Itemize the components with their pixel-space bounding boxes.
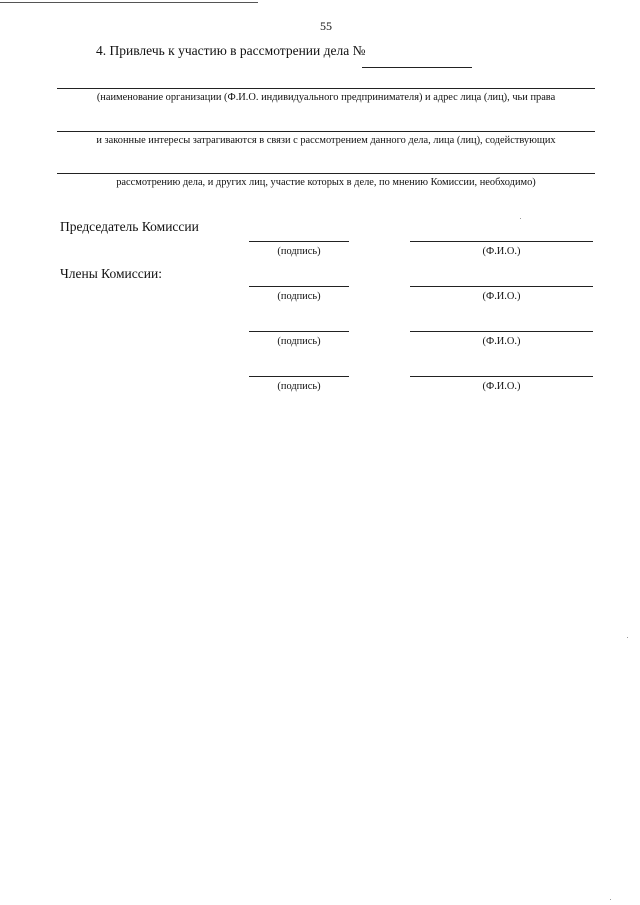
member-1-signature-line [249, 286, 349, 287]
scan-speck [610, 899, 611, 900]
member-1-signature-caption: (подпись) [277, 291, 321, 302]
member-3-signature-caption: (подпись) [277, 381, 321, 392]
member-2-name-caption: (Ф.И.О.) [482, 336, 521, 347]
caption-line-2: и законные интересы затрагиваются в связи с рассмотрением данного дела, лица (лиц), содействующих [96, 135, 556, 146]
member-1-name-caption: (Ф.И.О.) [482, 291, 521, 302]
top-scan-rule [0, 2, 258, 3]
case-number-blank-line [362, 67, 472, 68]
member-2-name-line [410, 331, 593, 332]
member-1-name-line [410, 286, 593, 287]
chairman-signature-caption: (подпись) [277, 246, 321, 257]
member-2-signature-line [249, 331, 349, 332]
fill-line-2 [57, 131, 595, 132]
chairman-name-line [410, 241, 593, 242]
chairman-name-caption: (Ф.И.О.) [482, 246, 521, 257]
fill-line-1 [57, 88, 595, 89]
members-label: Члены Комиссии: [60, 266, 162, 281]
fill-line-3 [57, 173, 595, 174]
scan-speck [627, 637, 628, 638]
page-number: 55 [320, 19, 332, 33]
caption-line-1: (наименование организации (Ф.И.О. индивидуального предпринимателя) и адрес лица (лиц), чьи права [96, 92, 556, 103]
item-4-text: 4. Привлечь к участию в рассмотрении дела № [96, 43, 366, 58]
member-2-signature-caption: (подпись) [277, 336, 321, 347]
chairman-label: Председатель Комиссии [60, 219, 199, 234]
member-3-name-caption: (Ф.И.О.) [482, 381, 521, 392]
chairman-signature-line [249, 241, 349, 242]
member-3-name-line [410, 376, 593, 377]
scan-speck [520, 218, 521, 219]
caption-line-3: рассмотрению дела, и других лиц, участие которых в деле, по мнению Комиссии, необходимо) [116, 177, 536, 188]
member-3-signature-line [249, 376, 349, 377]
